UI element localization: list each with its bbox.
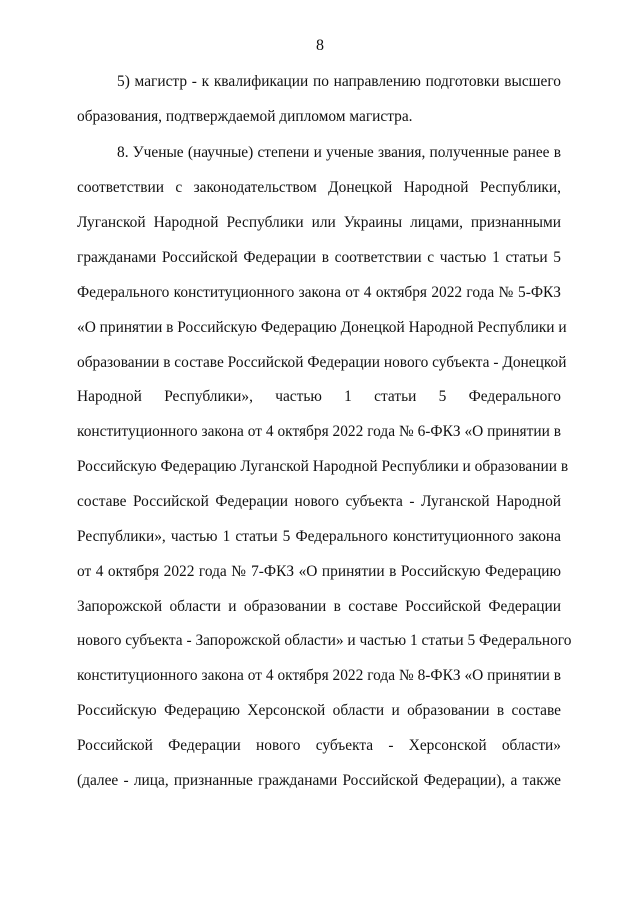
text-line: Луганской Народной Республики или Украины лицами, признанными <box>77 214 561 231</box>
text-line: конституционного закона от 4 октября 2022 года № 8-ФКЗ «О принятии в <box>77 667 561 684</box>
text-line: гражданами Российской Федерации в соответствии с частью 1 статьи 5 <box>77 249 561 266</box>
text-line: Народной Республики», частью 1 статьи 5 Федерального <box>77 388 561 405</box>
text-line: образования, подтверждаемой дипломом магистра. <box>77 108 413 125</box>
text-line: составе Российской Федерации нового субъекта - Луганской Народной <box>77 493 561 510</box>
text-line: Российскую Федерацию Херсонской области и образовании в составе <box>77 702 561 719</box>
text-line: соответствии с законодательством Донецкой Народной Республики, <box>77 179 561 196</box>
text-line: (далее - лица, признанные гражданами Российской Федерации), а также <box>77 772 561 789</box>
text-line: 5) магистр - к квалификации по направлению подготовки высшего <box>117 73 561 90</box>
text-line: от 4 октября 2022 года № 7-ФКЗ «О принятии в Российскую Федерацию <box>77 563 561 580</box>
text-line: Запорожской области и образовании в составе Российской Федерации <box>77 598 561 615</box>
text-line: «О принятии в Российскую Федерацию Донецкой Народной Республики и <box>77 319 567 336</box>
page-number: 8 <box>316 37 324 54</box>
text-line: Федерального конституционного закона от 4 октября 2022 года № 5-ФКЗ <box>77 284 561 301</box>
text-line: Российской Федерации нового субъекта - Херсонской области» <box>77 737 561 754</box>
text-line: 8. Ученые (научные) степени и ученые звания, полученные ранее в <box>117 144 561 161</box>
text-line: образовании в составе Российской Федерации нового субъекта - Донецкой <box>77 354 567 371</box>
text-line: конституционного закона от 4 октября 2022 года № 6-ФКЗ «О принятии в <box>77 423 561 440</box>
text-line: нового субъекта - Запорожской области» и частью 1 статьи 5 Федерального <box>77 632 572 649</box>
text-line: Республики», частью 1 статьи 5 Федерального конституционного закона <box>77 528 561 545</box>
text-line: Российскую Федерацию Луганской Народной Республики и образовании в <box>77 458 569 475</box>
